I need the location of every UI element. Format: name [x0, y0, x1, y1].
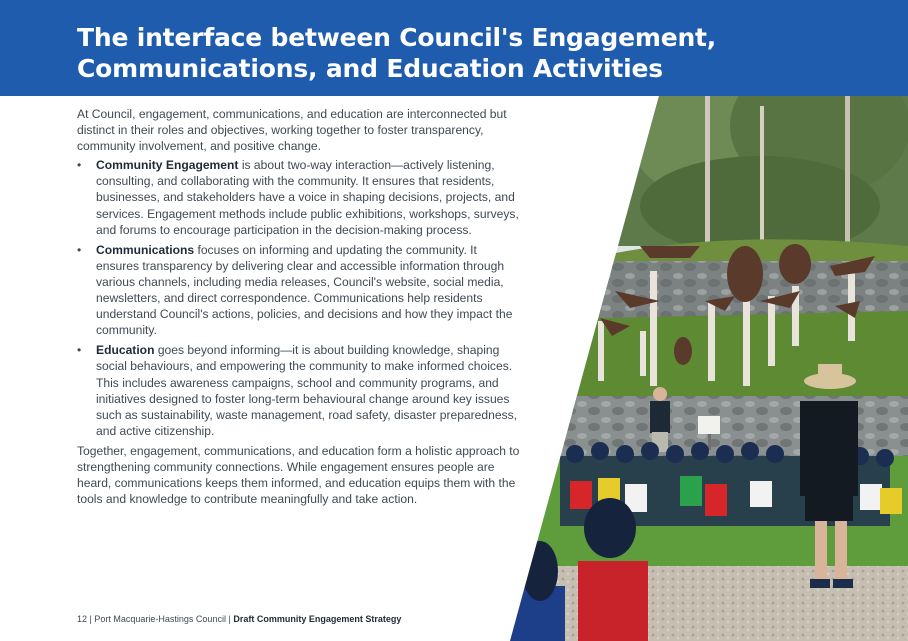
- term-education: Education: [96, 343, 155, 358]
- page-title: [77, 22, 877, 84]
- list-item-communications: [77, 242, 522, 339]
- bullet-marker: •: [77, 158, 82, 173]
- list-item-community-engagement: [77, 157, 522, 237]
- organisation-name: Port Macquarie-Hastings Council: [94, 614, 226, 624]
- page-title-line-1: The interface between Council's Engagement,: [77, 23, 717, 52]
- document-title: Draft Community Engagement Strategy: [233, 614, 402, 624]
- footer-separator: |: [228, 614, 231, 624]
- term-communications: Communications: [96, 242, 195, 257]
- bullet-marker: •: [77, 343, 82, 358]
- intro-paragraph: At Council, engagement, communications, and education are interconnected but distinct in their roles and objectives, working together to foster transparency, community involvement, and positive change.: [77, 107, 507, 154]
- title-banner: [0, 0, 908, 96]
- page-number: 12: [77, 614, 88, 624]
- closing-paragraph: Together, engagement, communications, and education form a holistic approach to strengthening community connections. While engagement ensures people are heard, communications keeps them informed, and education equips them with the tools and knowledge to contribute meaningfully and take action.: [77, 443, 520, 507]
- role-list: [77, 157, 522, 439]
- bullet-marker: •: [77, 242, 82, 257]
- description-communications: focuses on informing and updating the community. It ensures transparency by delivering clear and accessible information through various channels, including media releases, Council's website, social media, newsletters, and direct correspondence. Communications help residents understand Council's actions, policies, and decisions and how they impact the community.: [96, 242, 513, 338]
- description-community-engagement: is about two-way interaction—actively listening, consulting, and collaborating with the community. It ensures that residents, businesses, and stakeholders have a voice in shaping decisions, projects, and services. Engagement methods include public exhibitions, workshops, surveys, and forums to encourage participation in the decision-making process.: [96, 158, 519, 237]
- page-footer: [77, 614, 401, 624]
- page-title-line-2: Communications, and Education Activities: [77, 54, 663, 83]
- term-community-engagement: Community Engagement: [96, 158, 239, 173]
- footer-separator: |: [89, 614, 92, 624]
- description-education: goes beyond informing—it is about building knowledge, shaping social behaviours, and empowering the community to make informed choices. This includes awareness campaigns, school and community programs, and initiatives designed to foster long-term behavioural change around key issues such as sustainability, waste management, road safety, disaster preparedness, and active citizenship.: [96, 343, 518, 438]
- list-item-education: [77, 342, 522, 439]
- body-text: [77, 106, 522, 507]
